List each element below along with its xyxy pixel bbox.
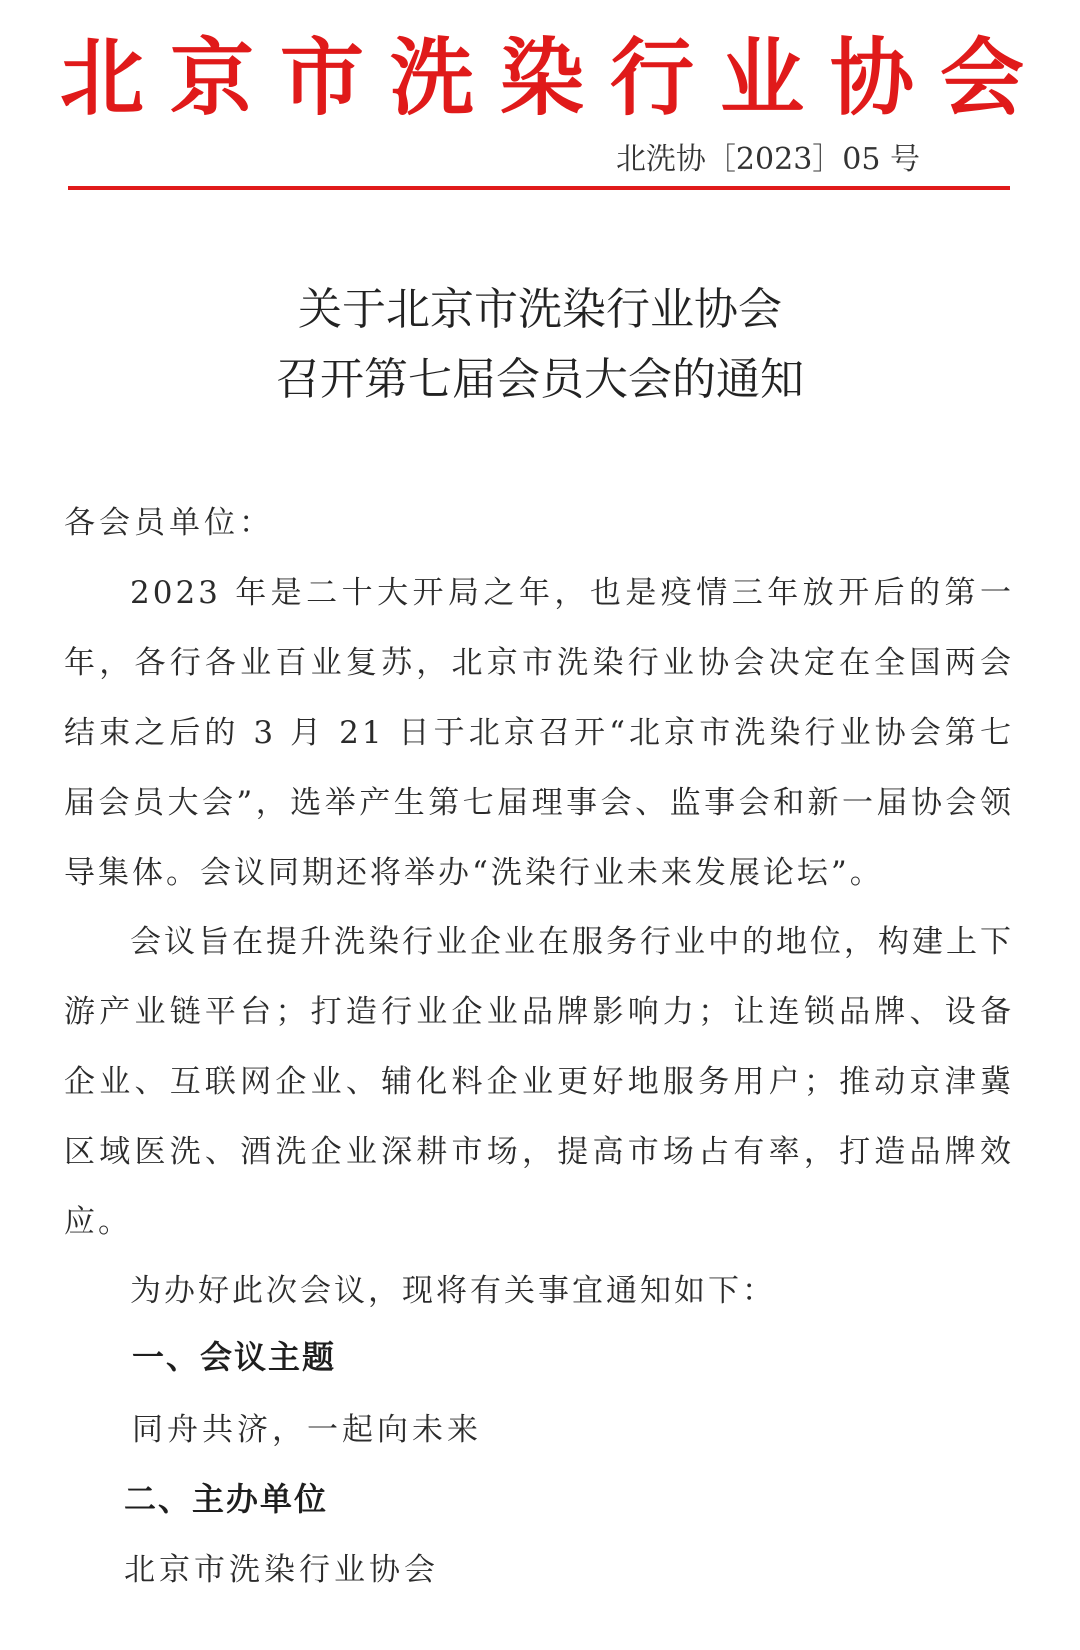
section-body-theme: 同舟共济，一起向未来 (132, 1412, 482, 1448)
salutation: 各会员单位： (64, 505, 274, 541)
masthead-org-name: 北京市洗染行业协会 (60, 29, 1051, 127)
paragraph-purpose: 会议旨在提升洗染行业企业在服务行业中的地位，构建上下游产业链平台；打造行业企业品牌影响力；让连锁品牌、设备企业、互联网企业、辅化料企业更好地服务用户；推动京津冀区域医洗、酒洗企业深耕市场，提高市场占有率，打造品牌效应。 (64, 924, 1014, 1240)
section-heading-theme: 一、会议主题 (132, 1338, 337, 1376)
notice-title-line-1: 关于北京市洗染行业协会 (298, 284, 782, 335)
paragraph-arrangements: 为办好此次会议，现将有关事宜通知如下： (130, 1273, 776, 1309)
section-heading-organizer: 二、主办单位 (124, 1480, 329, 1518)
section-body-organizer: 北京市洗染行业协会 (124, 1552, 439, 1588)
masthead-red-divider (68, 186, 1010, 190)
notice-title-line-2: 召开第七届会员大会的通知 (276, 354, 804, 405)
paragraph-intro: 2023 年是二十大开局之年，也是疫情三年放开后的第一年，各行各业百业复苏，北京市洗染行业协会决定在全国两会结束之后的 3 月 21 日于北京召开“北京市洗染行业协会第七届会员大会”，选举产生第七届理事会、监事会和新一届协会领导集体。会议同期还将举办“洗染行业未来发展论坛”。 (64, 575, 1014, 891)
document-number: 北洗协［2023］05 号 (615, 142, 920, 177)
